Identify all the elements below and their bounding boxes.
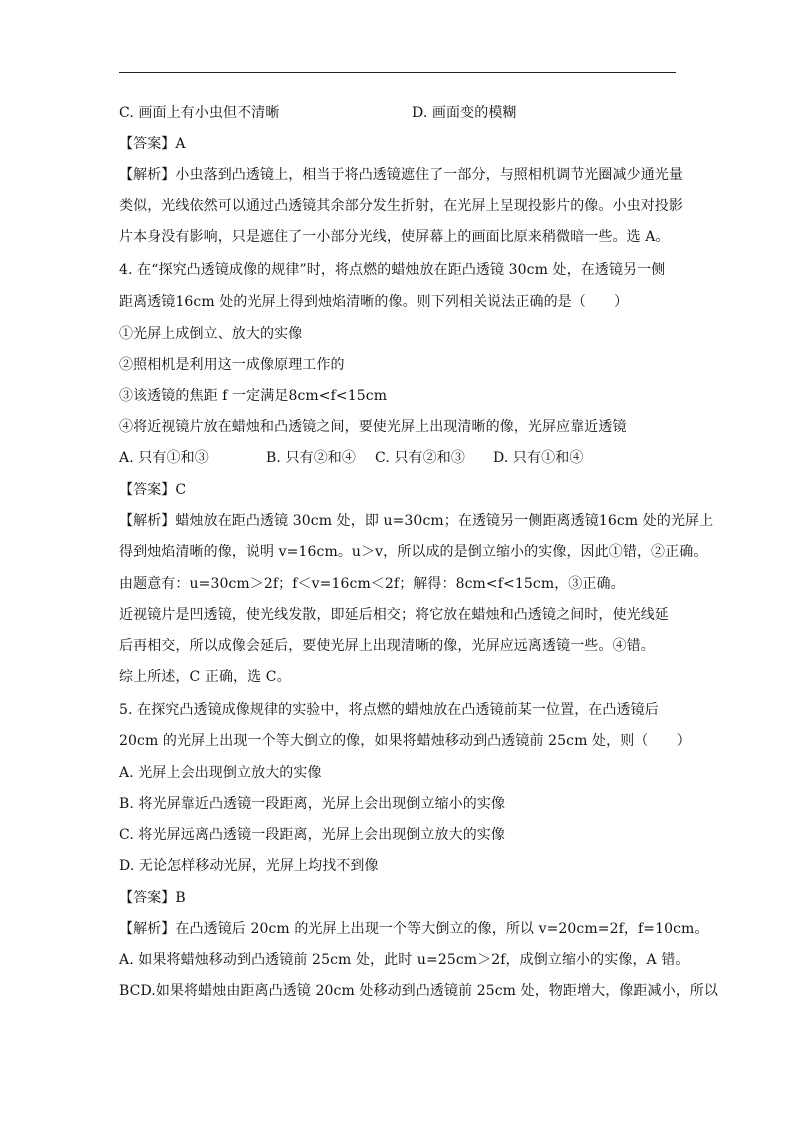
analysis-3-line-1: 【解析】小虫落到凸透镜上，相当于将凸透镜遮住了一部分，与照相机调节光圈减少通光量 — [119, 167, 683, 183]
header-rule — [119, 72, 676, 73]
question-5-stem-2: 20cm 的光屏上出现一个等大倒立的像，如果将蜡烛移动到凸透镜前 25cm 处，则（ ） — [119, 733, 691, 749]
analysis-3-line-2: 类似，光线依然可以通过凸透镜其余部分发生折射，在光屏上呈现投影片的像。小虫对投影 — [119, 198, 683, 214]
analysis-5-line-3: BCD.如果将蜡烛由距离凸透镜 20cm 处移动到凸透镜前 25cm 处，物距增大，像距减小，所以 — [119, 983, 718, 999]
question-5-stem-1: 5. 在探究凸透镜成像规律的实验中，将点燃的蜡烛放在凸透镜前某一位置，在凸透镜后 — [119, 702, 659, 718]
question-3-options — [119, 104, 517, 122]
analysis-4-line-3: 由题意有：u=30cm＞2f；f＜v=16cm＜2f；解得：8cm<f<15cm，③正确。 — [119, 576, 625, 592]
analysis-3-line-3: 片本身没有影响，只是遮住了一小部分光线，使屏幕上的画面比原来稍微暗一些。选 A。 — [119, 229, 670, 245]
option-a: A. 只有①和③ — [119, 450, 209, 466]
answer-5: 【答案】B — [119, 890, 186, 906]
statement-2: ②照相机是利用这一成像原理工作的 — [119, 357, 345, 373]
answer-3: 【答案】A — [119, 136, 186, 152]
option-a: A. 光屏上会出现倒立放大的实像 — [119, 765, 322, 781]
question-4-stem-2: 距离透镜16cm 处的光屏上得到烛焰清晰的像。则下列相关说法正确的是（ ） — [119, 294, 629, 310]
option-c: C. 画面上有小虫但不清晰 — [119, 105, 280, 121]
statement-1: ①光屏上成倒立、放大的实像 — [119, 326, 303, 342]
analysis-5-line-2: A. 如果将蜡烛移动到凸透镜前 25cm 处，此时 u=25cm＞2f，成倒立缩小的实像，A 错。 — [119, 952, 690, 968]
option-b: B. 只有②和④ — [266, 450, 356, 466]
analysis-5-line-1: 【解析】在凸透镜后 20cm 的光屏上出现一个等大倒立的像，所以 v=20cm=2f，f=10cm。 — [119, 921, 709, 937]
analysis-4-line-4: 近视镜片是凹透镜，使光线发散，即延后相交；将它放在蜡烛和凸透镜之间时，使光线延 — [119, 607, 669, 623]
analysis-4-line-2: 得到烛焰清晰的像，说明 v=16cm。u＞v，所以成的是倒立缩小的实像，因此①错，②正确。 — [119, 544, 708, 560]
question-4-options — [119, 449, 583, 467]
question-4-stem-1: 4. 在“探究凸透镜成像的规律”时，将点燃的蜡烛放在距凸透镜 30cm 处，在透镜另一侧 — [119, 262, 666, 278]
option-b: B. 将光屏靠近凸透镜一段距离，光屏上会出现倒立缩小的实像 — [119, 796, 506, 812]
statement-3: ③该透镜的焦距 f 一定满足8cm<f<15cm — [119, 388, 388, 404]
analysis-4-line-6: 综上所述，C 正确，选 C。 — [119, 669, 291, 685]
option-c: C. 将光屏远离凸透镜一段距离，光屏上会出现倒立放大的实像 — [119, 827, 506, 843]
option-d: D. 无论怎样移动光屏，光屏上均找不到像 — [119, 858, 379, 874]
answer-4: 【答案】C — [119, 482, 187, 498]
analysis-4-line-5: 后再相交，所以成像会延后，要使光屏上出现清晰的像，光屏应远离透镜一些。④错。 — [119, 638, 655, 654]
option-d: D. 只有①和④ — [493, 450, 584, 466]
option-d: D. 画面变的模糊 — [412, 105, 517, 121]
statement-4: ④将近视镜片放在蜡烛和凸透镜之间，要使光屏上出现清晰的像，光屏应靠近透镜 — [119, 419, 627, 435]
option-c: C. 只有②和③ — [375, 450, 465, 466]
analysis-4-line-1: 【解析】蜡烛放在距凸透镜 30cm 处，即 u=30cm；在透镜另一侧距离透镜16cm 处的光屏上 — [119, 513, 714, 529]
